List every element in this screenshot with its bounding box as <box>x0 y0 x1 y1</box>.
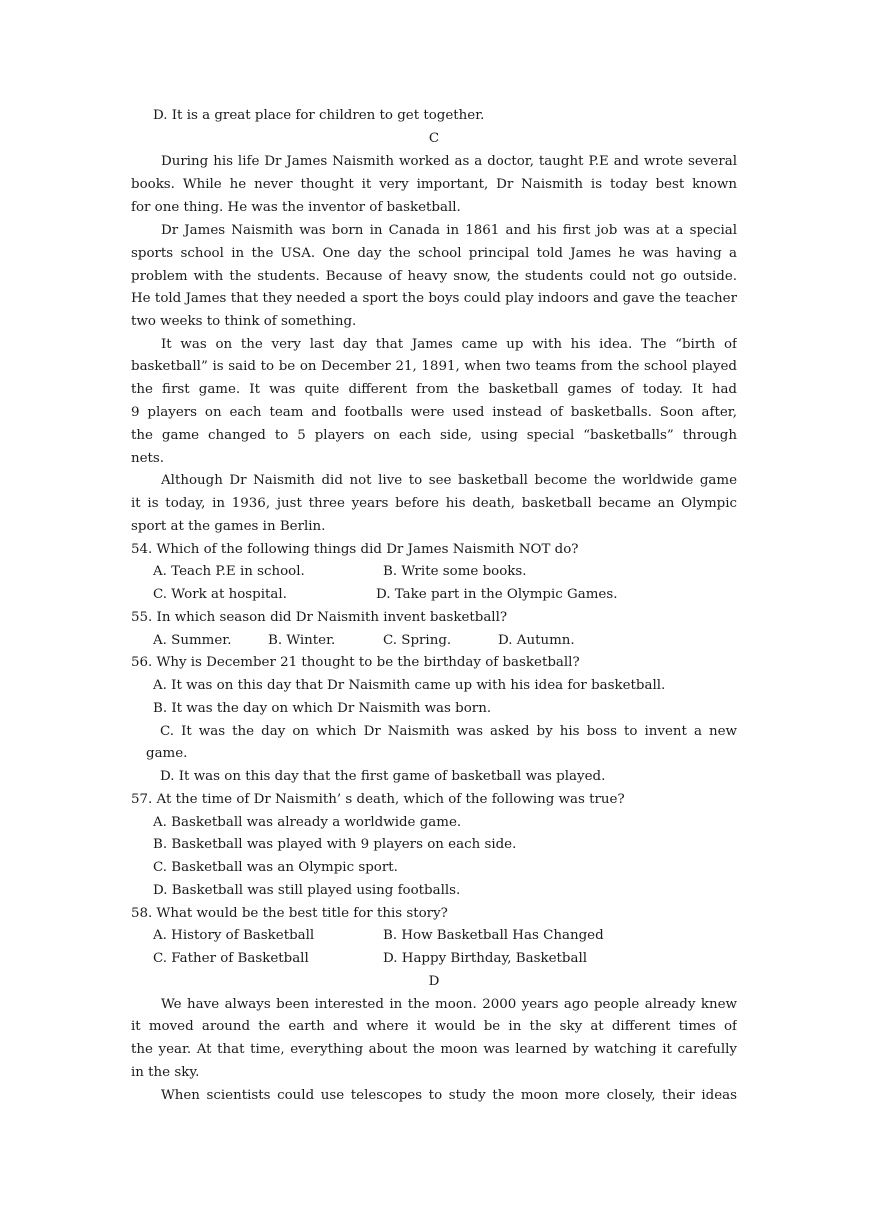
passage-d-line: in the sky. <box>131 1065 200 1080</box>
passage-c-line: it is today, in 1936, just three years before his death, basketball became an Olympic <box>131 496 737 511</box>
option-56-c: C. It was the day on which Dr Naismith was asked by his boss to invent a new <box>160 724 737 739</box>
option-57-b: B. Basketball was played with 9 players on each side. <box>153 837 517 852</box>
passage-c-line: Although Dr Naismith did not live to see basketball become the worldwide game <box>161 473 737 488</box>
passage-c-line: It was on the very last day that James came up with his idea. The “birth of <box>161 337 737 352</box>
question-stem-57: 57. At the time of Dr Naismith’ s death, which of the following was true? <box>131 792 625 807</box>
option-58-b: B. How Basketball Has Changed <box>383 928 604 943</box>
option-55-d: D. Autumn. <box>498 633 575 648</box>
option-54-b: B. Write some books. <box>383 564 527 579</box>
option-54-c: C. Work at hospital. <box>153 587 287 602</box>
question-stem-55: 55. In which season did Dr Naismith invent basketball? <box>131 610 508 625</box>
passage-c-line: sport at the games in Berlin. <box>131 519 326 534</box>
passage-d-line: When scientists could use telescopes to study the moon more closely, their ideas <box>161 1088 737 1103</box>
passage-c-line: for one thing. He was the inventor of basketball. <box>131 200 461 215</box>
option-56-b: B. It was the day on which Dr Naismith was born. <box>153 701 492 716</box>
passage-c-line: basketball” is said to be on December 21, 1891, when two teams from the school played <box>131 359 737 374</box>
option-58-c: C. Father of Basketball <box>153 951 309 966</box>
passage-c-line: He told James that they needed a sport the boys could play indoors and gave the teacher <box>131 291 737 306</box>
section-heading-c: C <box>428 131 440 146</box>
passage-c-line: During his life Dr James Naismith worked as a doctor, taught P.E and wrote several <box>161 154 737 169</box>
question-stem-56: 56. Why is December 21 thought to be the birthday of basketball? <box>131 655 580 670</box>
passage-c-line: books. While he never thought it very important, Dr Naismith is today best known <box>131 177 737 192</box>
question-stem-58: 58. What would be the best title for this story? <box>131 906 448 921</box>
passage-c-line: nets. <box>131 451 165 466</box>
passage-c-line: 9 players on each team and footballs were used instead of basketballs. Soon after, <box>131 405 737 420</box>
option-54-a: A. Teach P.E in school. <box>153 564 305 579</box>
section-heading-d: D <box>428 974 440 989</box>
option-56-c-continued: game. <box>146 746 188 761</box>
option-55-c: C. Spring. <box>383 633 452 648</box>
option-56-a: A. It was on this day that Dr Naismith came up with his idea for basketball. <box>153 678 666 693</box>
passage-c-line: problem with the students. Because of heavy snow, the students could not go outside. <box>131 269 737 284</box>
option-57-c: C. Basketball was an Olympic sport. <box>153 860 398 875</box>
option-58-d: D. Happy Birthday, Basketball <box>383 951 588 966</box>
option-55-b: B. Winter. <box>268 633 336 648</box>
passage-c-line: sports school in the USA. One day the school principal told James he was having a <box>131 246 737 261</box>
passage-c-line: two weeks to think of something. <box>131 314 357 329</box>
option-55-a: A. Summer. <box>153 633 232 648</box>
question-stem-54: 54. Which of the following things did Dr James Naismith NOT do? <box>131 542 579 557</box>
option-57-d: D. Basketball was still played using footballs. <box>153 883 461 898</box>
passage-c-line: Dr James Naismith was born in Canada in 1861 and his first job was at a special <box>161 223 737 238</box>
passage-c-line: the game changed to 5 players on each side, using special “basketballs” through <box>131 428 737 443</box>
option-56-d: D. It was on this day that the first game of basketball was played. <box>160 769 606 784</box>
passage-c-line: the first game. It was quite different from the basketball games of today. It had <box>131 382 737 397</box>
option-54-d: D. Take part in the Olympic Games. <box>376 587 618 602</box>
prev-question-option-d: D. It is a great place for children to get together. <box>153 108 485 123</box>
passage-d-line: it moved around the earth and where it would be in the sky at different times of <box>131 1019 737 1034</box>
option-57-a: A. Basketball was already a worldwide game. <box>153 815 462 830</box>
option-58-a: A. History of Basketball <box>153 928 315 943</box>
passage-d-line: We have always been interested in the moon. 2000 years ago people already knew <box>161 997 737 1012</box>
passage-d-line: the year. At that time, everything about the moon was learned by watching it carefully <box>131 1042 737 1057</box>
